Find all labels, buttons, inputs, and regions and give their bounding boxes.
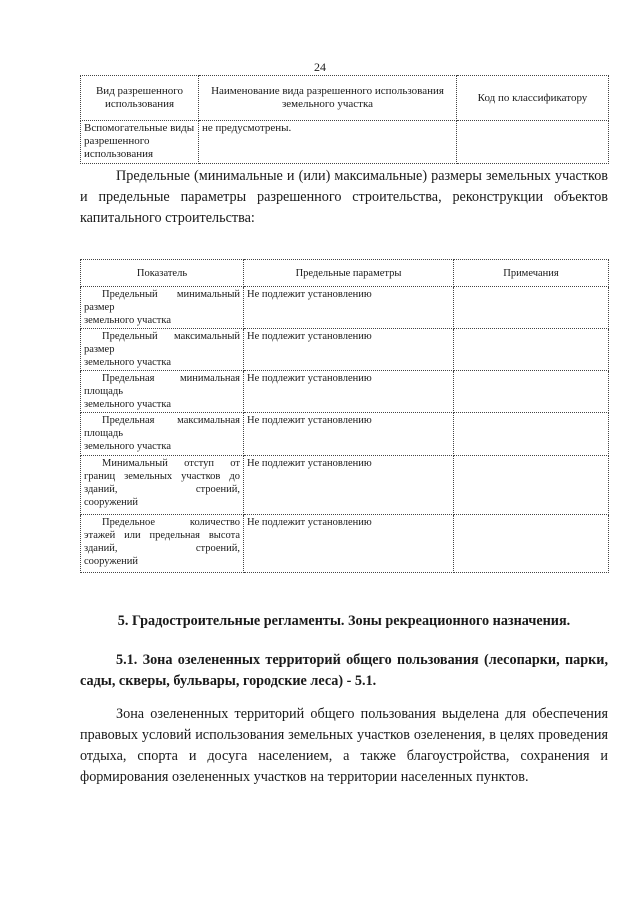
indicator-text-end: сооружений [84,497,139,508]
table-header-row [81,76,609,121]
cell-parameter-value: Не подлежит установлению [244,329,454,371]
indicator-text: Минимальный отступ от границ земельных участков до зданий, строений, [84,458,240,495]
table-header-row [81,260,609,287]
section-heading: 5. Градостроительные регламенты. Зоны рекреационного назначения. [117,613,571,629]
table-row [81,456,609,515]
cell-indicator [81,456,244,515]
table-row [81,413,609,456]
cell-use-type: Вспомогательные виды разрешенного использования [81,121,199,164]
indicator-text: Предельный минимальный размер [84,289,240,313]
column-header-use-type: Вид разрешенного использования [81,76,199,121]
indicator-text-end: сооружений [84,556,139,567]
cell-note [454,371,609,413]
cell-note [454,413,609,456]
column-header-parameters: Предельные параметры [244,260,454,287]
cell-classifier-code [457,121,609,164]
permitted-use-table [80,75,609,164]
cell-indicator [81,329,244,371]
page-number: 24 [314,60,326,74]
indicator-text: Предельное количество этажей или предельная высота зданий, строений, [84,517,240,554]
cell-parameter-value: Не подлежит установлению [244,515,454,573]
column-header-use-name: Наименование вида разрешенного использования земельного участка [199,76,457,121]
table-row [81,329,609,371]
cell-note [454,329,609,371]
column-header-indicator: Показатель [81,260,244,287]
indicator-text-end: земельного участка [84,315,171,326]
cell-parameter-value: Не подлежит установлению [244,287,454,329]
intro-paragraph: Предельные (минимальные и (или) максимальные) размеры земельных участков и предельные параметры разрешенного строительства, реконструкции объектов капитального строительства: [80,168,608,226]
parameters-table [80,259,609,573]
cell-note [454,515,609,573]
indicator-text-end: земельного участка [84,399,171,410]
cell-indicator [81,515,244,573]
indicator-text: Предельная максимальная площадь [84,415,240,439]
indicator-text-end: земельного участка [84,441,171,452]
cell-indicator [81,371,244,413]
table-row [81,515,609,573]
body-paragraph: Зона озелененных территорий общего пользования выделена для обеспечения правовых условий использования земельных участков озеленения, в целях проведения отдыха, спорта и досуга населением, а также благоустройства, сохранения и формирования озелененных участков на территории населенных пунктов. [80,706,608,785]
cell-note [454,287,609,329]
cell-indicator [81,287,244,329]
cell-parameter-value: Не подлежит установлению [244,371,454,413]
table-row [81,121,609,164]
table-row [81,287,609,329]
column-header-notes: Примечания [454,260,609,287]
indicator-text: Предельная минимальная площадь [84,373,240,397]
cell-indicator [81,413,244,456]
cell-parameter-value: Не подлежит установлению [244,456,454,515]
cell-use-name: не предусмотрены. [199,121,457,164]
column-header-classifier-code: Код по классификатору [457,76,609,121]
cell-note [454,456,609,515]
indicator-text-end: земельного участка [84,357,171,368]
cell-parameter-value: Не подлежит установлению [244,413,454,456]
indicator-text: Предельный максимальный размер [84,331,240,355]
subsection-heading: 5.1. Зона озелененных территорий общего пользования (лесопарки, парки, сады, скверы, бульвары, городские леса) - 5.1. [80,652,608,689]
table-row [81,371,609,413]
